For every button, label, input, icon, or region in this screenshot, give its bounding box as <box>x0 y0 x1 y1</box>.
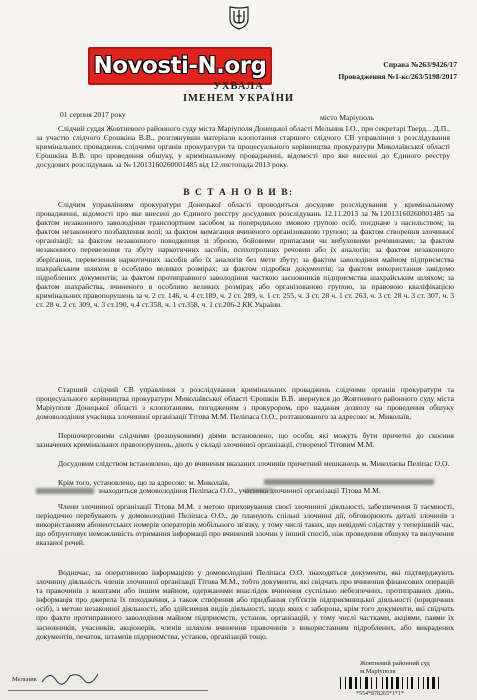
paragraph-actions: Першочерговими слідчими (розшуковими) діями встановлено, що особи, які можуть бути причетні до скоєння зазначених кримінальних правопорушень, діють у складі злочинної організації, створеної Тітовим М.М. <box>36 431 454 450</box>
barcode-bar <box>438 677 439 689</box>
barcode-bar <box>358 677 359 689</box>
document-subtitle: ІМЕНЕМ УКРАЇНИ <box>182 93 295 104</box>
barcode-bar <box>340 677 341 689</box>
barcode-bar <box>342 677 344 689</box>
barcode-bar <box>423 677 424 689</box>
barcode-bar <box>389 677 390 689</box>
barcode-bar <box>378 677 381 689</box>
paragraph-investigation: Слідчим управлінням прокуратури Донецької області проводиться досудове розслідування у кримінальному провадженні, відомості про яке внесені до Єдиного реєстру досудових розслідувань 12.11.2013 за №12013160260001485 за фактом незаконного заволодіння транспортним засобом за попередньою змовою групою осіб, поєднане з насильством; за фактом незаконного позбавлення волі; за фактом вимагання вчиненого організованою групою; за фактом створення злочинної організації; за фактом незаконного поводження зі зброєю, бойовими припасами чи вибуховими речовинами; за фактом незаконного перевезення та збуту наркотичних засобів, психотропних речовин або їх аналогів; за фактом незаконного зберігання, перевезення наркотичних засобів або їх аналогів без мети збуту; за фактом заволодіння майном підприємства шахрайським шляхом в особливо великих розмірах; за фактом підробки документів; за фактом використання завідомо підроблених документів; за фактом протиправного заволодіння часткою засновників підприємства шахрайським шляхом; за фактом шахрайства, вчиненого в особливо великих розмірах або організованою групою, за правовою кваліфікацією кримінальних правопорушень за ч. 2 ст. 146, ч. 4 ст.189, ч. 2 ст. 289, ч. 1 ст. 255, ч. 3 ст. 28 ч. 1 ст. 263, ч. 3 ст. 28 ч. 3 ст. 307, ч. 3 ст. 28 ч. 2 ст. 309, ч. 3 ст.190, ч.4 ст.358, ч. 1 ст.358, ч. 1 ст.206-2 КК України. <box>36 200 454 310</box>
barcode-bar <box>371 677 372 689</box>
barcode <box>340 677 458 689</box>
paragraph-documents: Водночас, за оперативною інформацією у домоволодінні Пеліпаса О.О. знаходяться документи, які підтверджують злочинну діяльність членів злочинної організації Тітова М.М., тобто документи, які свідчать про вчинення фінансових операцій та правочинів з коштами або іншим майном, одержаними внаслідок вчинення суспільно небезпечних, протиправних діянь, інформація про джерела їх походження, а також створення або придбання суб'єктів підприємницької діяльності (юридичних осіб), з метою незаконної діяльності, або здійснення видів діяльності, щодо яких є заборона, крім того документи, які свідчать про факти протиправного заволодіння майном підприємств, установ, організацій, у тому числі частками, акціями, паями їх засновників, учасників, акціонерів, членів шляхом вчинення правочинів з використанням підроблених, або викрадених документів, печаток, штампів підприємства, установ, організацій тощо. <box>36 568 454 641</box>
signature-mark <box>40 668 100 686</box>
court-stamp-line2: м.Маріуполя <box>360 668 396 675</box>
intro-paragraph: Слідчий суддя Жовтневого районного суду міста Маріуполя Донецької області Мельник І.О., при секретарі Тверд... Д.П., за участю слідчого Єрошкіна В.В., розглянувши матеріали клопотання старшого слідчого СВ управління з розслідування кримінальних проваджень слідчими органів прокуратури та процесуального керівництва прокуратури Миколаївської області Єрошкіна В.В. про проведення обшуку, у кримінальному провадженні, відомості про яке внесені до Єдиного реєстру досудових розслідувань за № 12013160260001485 від 12 листопада 2013 року. <box>36 124 450 170</box>
barcode-bar <box>382 677 383 689</box>
paragraph-organization: Члени злочинної організації Тітова М.М. з метою приховування своєї злочинної діяльності, забезпечення її таємності, періодично перебувають у домоволодінні Пеліпаса О.О., де планують спільні злочинні дії, обговорюють деталі злочинів з використанням абонентських номерів операторів мобільного зв'язку, у тому числі таких, що невідомі слідству у теперішній час, що обґрунтовує неможливість отримання інформації про вчинений злочин у інший спосіб, ніж проведення обшуку та вилучення вказаної речей. <box>36 502 454 548</box>
barcode-bar <box>386 677 388 689</box>
barcode-bar <box>394 677 395 689</box>
court-stamp-line1: Жовтневий районний суд <box>360 660 430 667</box>
barcode-bar <box>436 677 437 689</box>
barcode-bar <box>353 677 354 689</box>
barcode-bar <box>355 677 357 689</box>
barcode-bar <box>402 677 403 689</box>
logo-text: Novosti-N.org <box>93 53 267 79</box>
barcode-bar <box>400 677 401 689</box>
signature-label: Мельник <box>12 676 37 683</box>
barcode-bar <box>418 677 419 689</box>
barcode-bar <box>420 677 422 689</box>
barcode-bar <box>430 677 431 689</box>
barcode-bar <box>409 677 410 689</box>
barcode-bar <box>345 677 346 689</box>
barcode-bar <box>414 677 417 689</box>
document-date: 01 серпня 2017 року <box>60 110 126 119</box>
barcode-bar <box>384 677 385 689</box>
barcode-bar <box>360 677 361 689</box>
coat-of-arms-icon <box>228 4 250 30</box>
barcode-bar <box>362 677 364 689</box>
barcode-bar <box>365 677 368 689</box>
redacted-address <box>264 479 434 485</box>
barcode-bar <box>347 677 348 689</box>
watermark-logo <box>88 47 272 85</box>
barcode-bar <box>369 677 370 689</box>
proceeding-number: Провадження №1-кс/263/5198/2017 <box>338 72 457 81</box>
paragraph-address-end: знаходиться домоволодіння Пеліпаса О.О., учасника злочинної організації Тітова М.М. <box>98 486 381 495</box>
barcode-bar <box>391 677 393 689</box>
document-title: УХВАЛА <box>213 81 264 92</box>
section-title: В С Т А Н О В И В: <box>183 188 294 198</box>
paragraph-address-start: Крім того, установлено, що за адресою: м. Миколаїв, <box>58 478 230 487</box>
document-city: місто Маріуполь <box>320 113 375 122</box>
barcode-bar <box>427 677 429 689</box>
barcode-bar <box>376 677 377 689</box>
barcode-bar <box>411 677 413 689</box>
redacted-mark <box>244 488 274 493</box>
barcode-bar <box>396 677 399 689</box>
paragraph-request: Старший слідчий СВ управління з розслідування кримінальних проваджень слідчими органів прокуратури та процесуального керівництва прокуратури Миколаївської області Єрошкін В.В. звернувся до Жовтневого районного суду міста Маріуполя Донецької області з клопотанням, погодженим з прокурором, про надання дозволу на проведення обшуку домоволодіння учасника злочинної організації Тітова М.М. Пеліпаса О.О., розташованого за адресою: м. Миколаїв, <box>36 385 454 422</box>
barcode-bar <box>407 677 408 689</box>
barcode-bar <box>404 677 406 689</box>
barcode-bar <box>425 677 426 689</box>
redacted-address-continued <box>36 488 94 494</box>
barcode-bar <box>349 677 352 689</box>
barcode-text: *554*878265*1*1* <box>356 691 404 697</box>
barcode-bar <box>373 677 375 689</box>
barcode-bar <box>432 677 435 689</box>
paragraph-suspect: Досудовим слідством встановлено, що до вчинення вказаних злочинів причетний мешканець м. Миколаєва Пеліпас О.О. <box>58 459 450 468</box>
case-number: Справа №263/9426/17 <box>383 60 457 69</box>
page-edge-line <box>8 690 208 691</box>
barcode-bar <box>440 677 442 689</box>
